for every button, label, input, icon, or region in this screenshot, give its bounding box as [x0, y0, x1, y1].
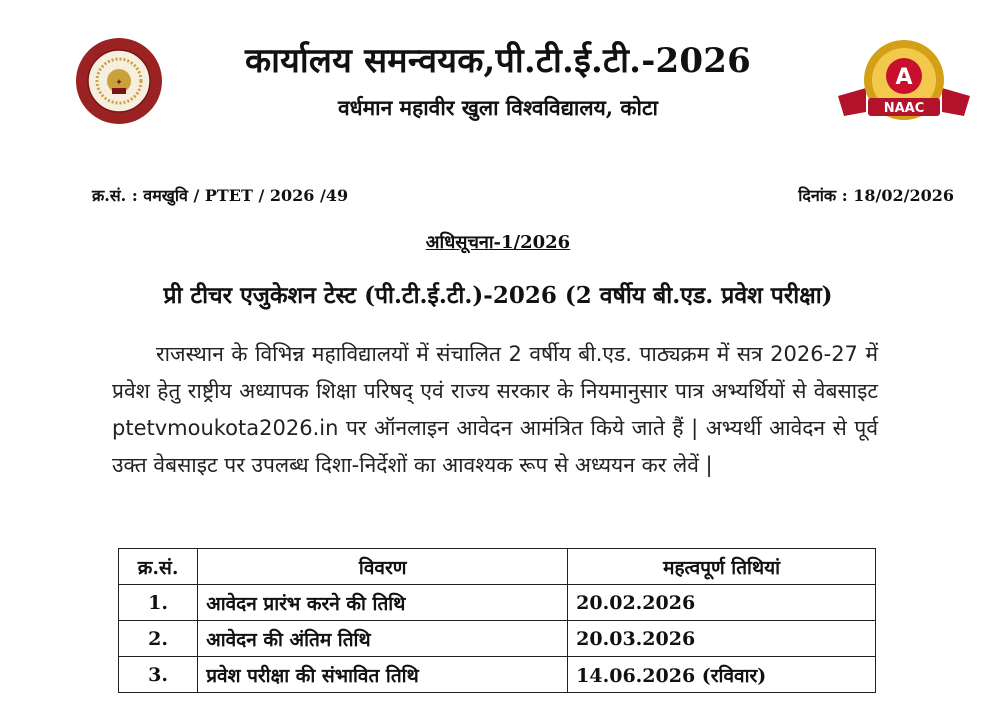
- notice-body: राजस्थान के विभिन्न महाविद्यालयों में संचालित 2 वर्षीय बी.एड. पाठ्यक्रम में सत्र 2026-27 में प्रवेश हेतु राष्ट्रीय अध्यापक शिक्षा परिषद् एवं राज्य सरकार के नियमानुसार पात्र अभ्यर्थियों से वेबसाइट ptetvmoukota2026.in पर ऑनलाइन आवेदन आमंत्रित किये जाते हैं | अभ्यर्थी आवेदन से पूर्व उक्त वेबसाइट पर उपलब्ध दिशा-निर्देशों का आवश्यक रूप से अध्ययन कर लेवें |: [112, 342, 878, 477]
- table-row: [119, 621, 876, 657]
- reference-number: क्र.सं. : वमखुवि / PTET / 2026 /49: [92, 186, 349, 205]
- row-description: आवेदन प्रारंभ करने की तिथि: [198, 585, 568, 621]
- table-row: [119, 585, 876, 621]
- table-row: [119, 657, 876, 693]
- office-title: कार्यालय समन्वयक,पी.टी.ई.टी.-2026: [245, 41, 751, 81]
- header-serial: क्र.सं.: [119, 549, 198, 585]
- header-dates: महत्वपूर्ण तिथियां: [568, 549, 876, 585]
- notice-heading: प्री टीचर एजुकेशन टेस्ट (पी.टी.ई.टी.)-2026 (2 वर्षीय बी.एड. प्रवेश परीक्षा): [163, 282, 833, 309]
- row-date: 20.02.2026: [568, 585, 876, 621]
- university-name: वर्धमान महावीर खुला विश्वविद्यालय, कोटा: [337, 95, 658, 120]
- header-description: विवरण: [198, 549, 568, 585]
- notice-number: अधिसूचना-1/2026: [425, 232, 571, 253]
- row-description: प्रवेश परीक्षा की संभावित तिथि: [198, 657, 568, 693]
- naac-grade-letter: A: [895, 65, 913, 90]
- notice-date: दिनांक : 18/02/2026: [798, 186, 954, 205]
- row-serial: 2.: [119, 621, 198, 657]
- table-header-row: [119, 549, 876, 585]
- row-serial: 1.: [119, 585, 198, 621]
- naac-label: NAAC: [883, 101, 925, 116]
- important-dates-table: [118, 548, 876, 693]
- row-date: 20.03.2026: [568, 621, 876, 657]
- row-date: 14.06.2026 (रविवार): [568, 657, 876, 693]
- svg-text:✦: ✦: [115, 78, 123, 88]
- row-description: आवेदन की अंतिम तिथि: [198, 621, 568, 657]
- row-serial: 3.: [119, 657, 198, 693]
